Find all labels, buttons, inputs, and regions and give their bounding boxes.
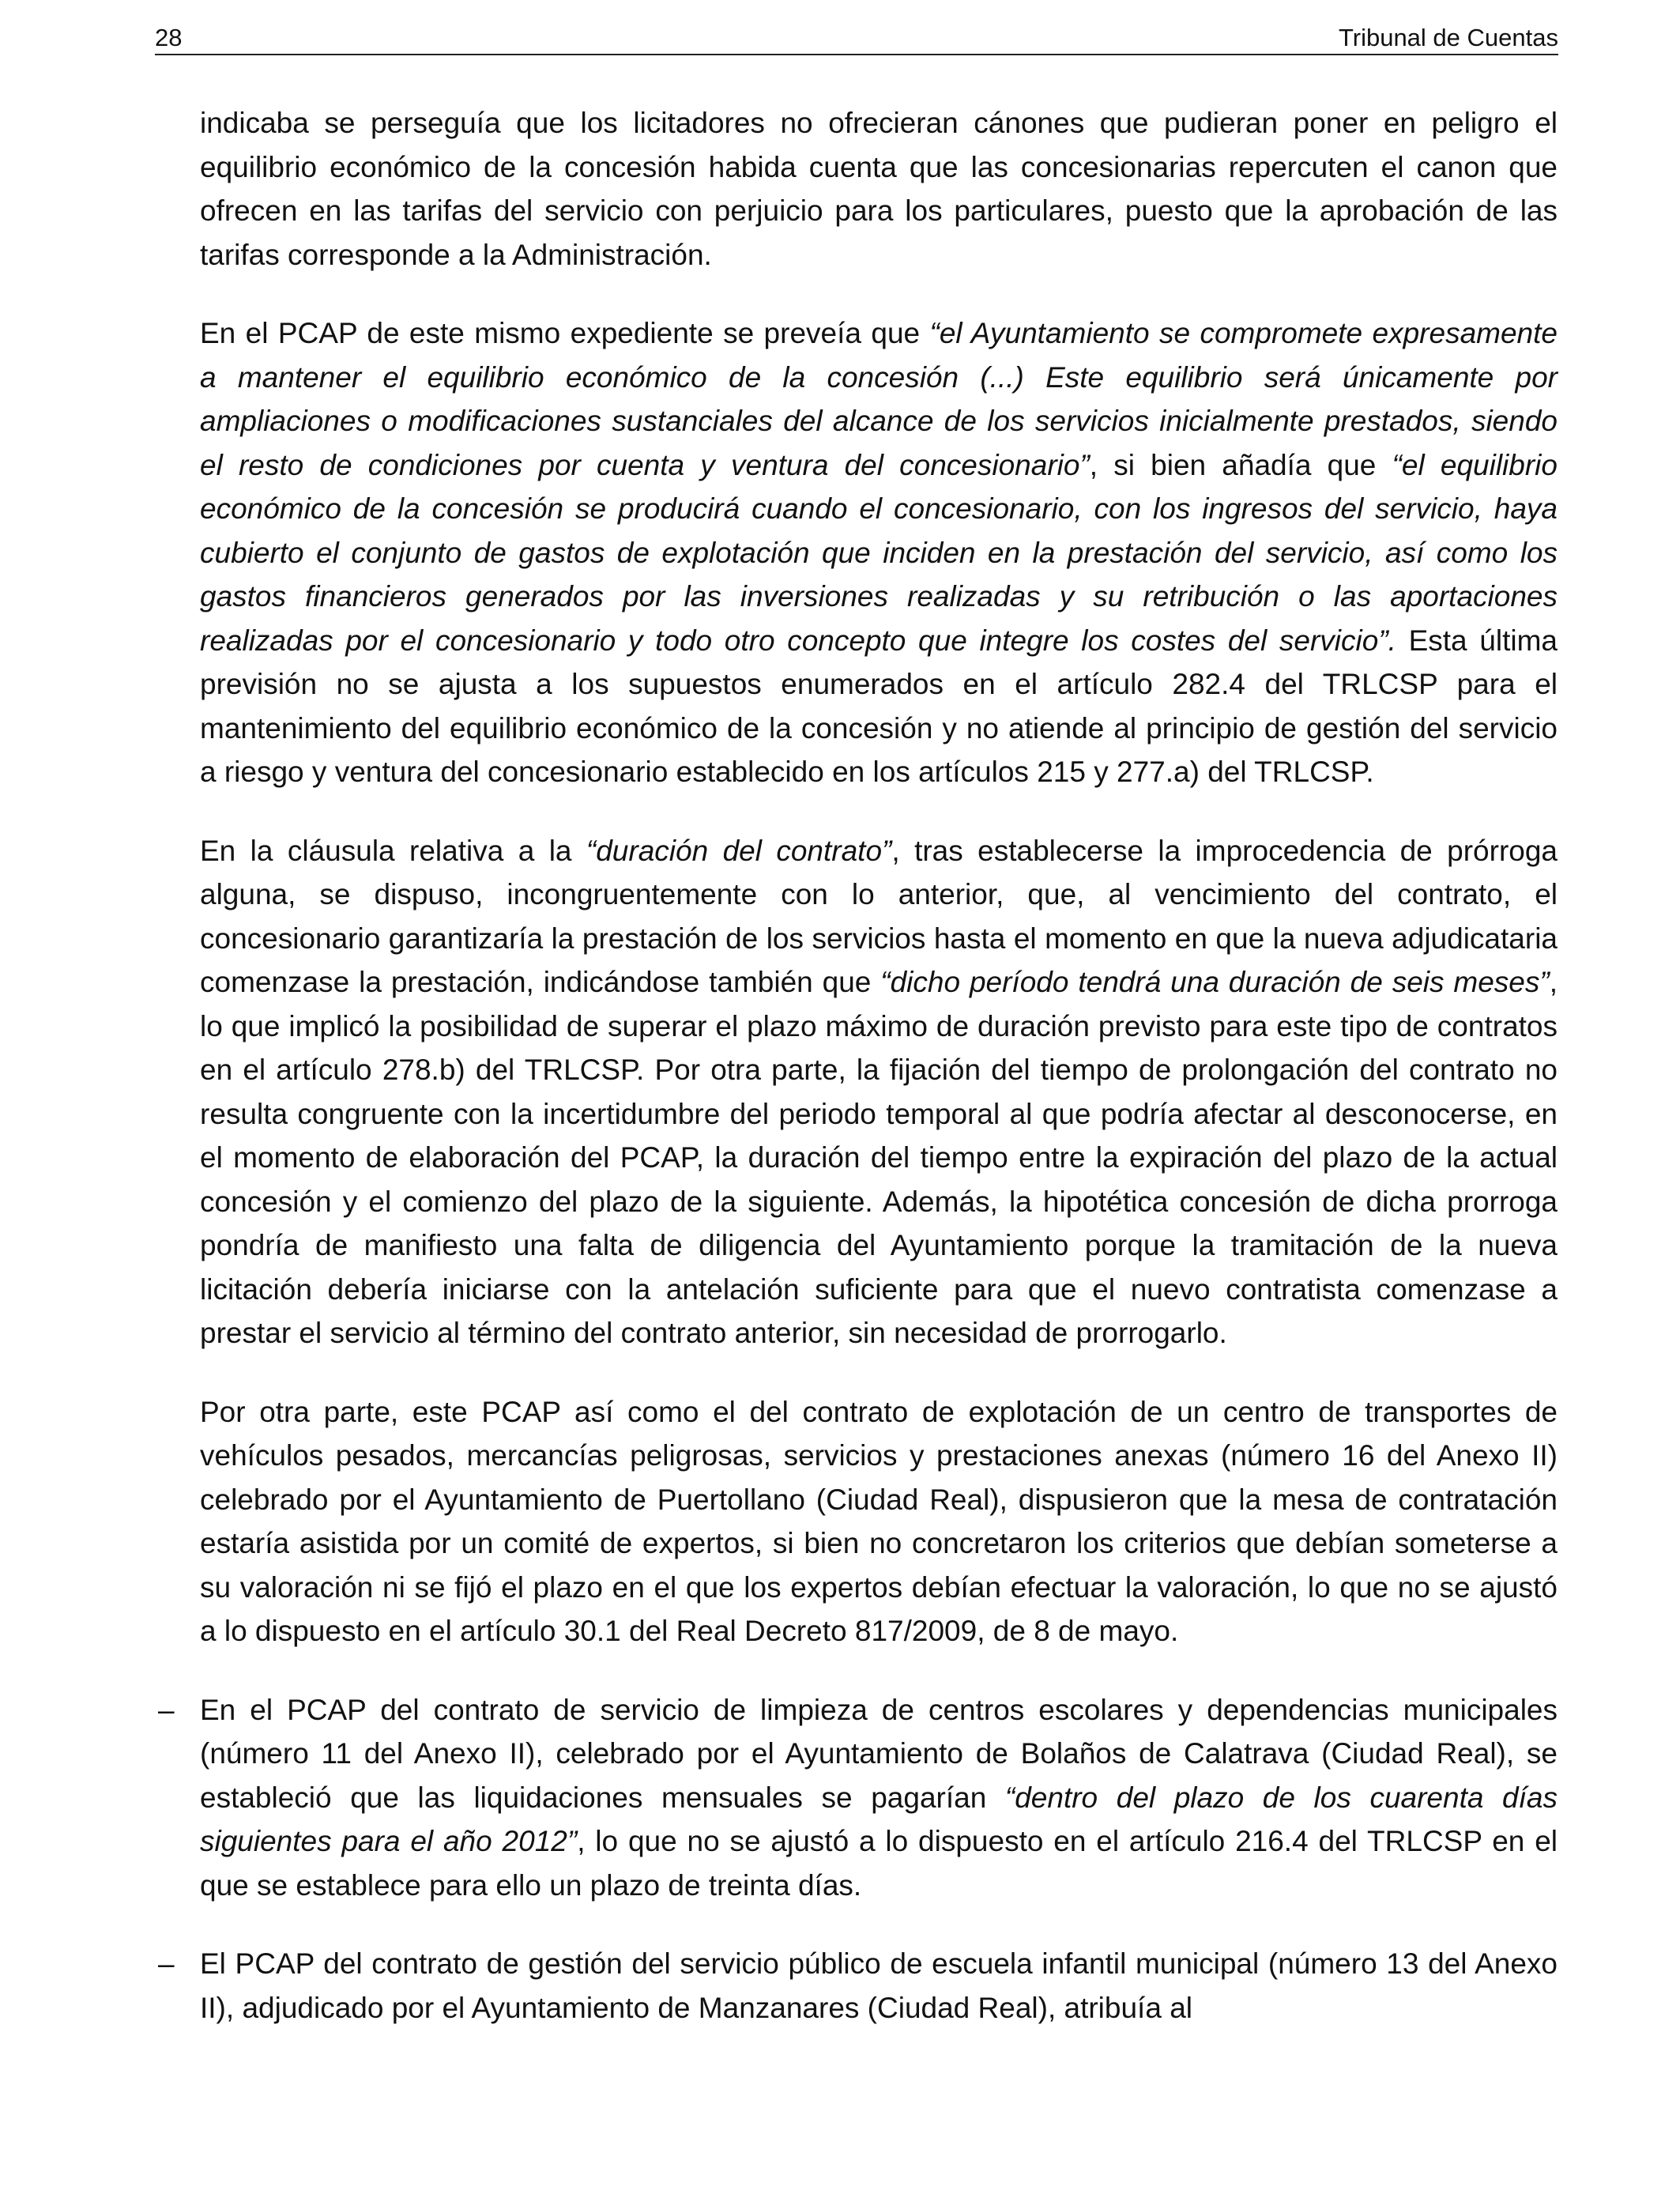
text-segment: , lo que no se ajustó a lo dispuesto en el artículo 216.4 del TRLCSP en el que se establece para ello un plazo de treinta días. bbox=[200, 1825, 1558, 1902]
text-segment: Esta última previsión no se ajusta a los supuestos enumerados en el artículo 282.4 del TRLCSP para el mantenimiento del equilibrio económico de la concesión y no atiende al principio de gestión del servicio a riesgo y ventura del concesionario establecido en los artículos 215 y 277.a) del TRLCSP. bbox=[200, 624, 1558, 788]
text-segment: , tras establecerse la improcedencia de prórroga alguna, se dispuso, incongruentemente con lo anterior, que, al vencimiento del contrato, el concesionario garantizaría la prestación de los servicios hasta el momento en que la nueva adjudicataria comenzase la prestación, indicándose también que bbox=[200, 834, 1558, 998]
page-header bbox=[155, 22, 1558, 55]
text-segment: En el PCAP del contrato de servicio de limpieza de centros escolares y dependencias municipales (número 11 del Anexo II), celebrado por el Ayuntamiento de Bolaños de Calatrava (Ciudad Real), se estableció que las liquidaciones mensuales se pagarían bbox=[200, 1693, 1558, 1814]
document-body bbox=[158, 101, 1558, 2064]
quoted-text: “duración del contrato” bbox=[586, 834, 892, 867]
quoted-text: “el equilibrio económico de la concesión se producirá cuando el concesionario, con los ingresos del servicio, haya cubierto el conjunto de gastos de explotación que inciden en la prestación del servicio, así como los gastos financieros generados por las inversiones realizadas y su retribución o las aportaciones realizadas por el concesionario y todo otro concepto que integre los costes del servicio”. bbox=[200, 448, 1558, 657]
quoted-text: “el Ayuntamiento se compromete expresamente a mantener el equilibrio económico de la concesión (...) Este equilibrio será únicamente por ampliaciones o modificaciones sustanciales del alcance de los servicios inicialmente prestados, siendo el resto de condiciones por cuenta y ventura del concesionario” bbox=[200, 317, 1558, 481]
bullet-item-escuela-infantil bbox=[158, 1942, 1558, 2030]
text-segment: Por otra parte, este PCAP así como el del contrato de explotación de un centro de transportes de vehículos pesados, mercancías peligrosas, servicios y prestaciones anexas (número 16 del Anexo II) celebrado por el Ayuntamiento de Puertollano (Ciudad Real), dispusieron que la mesa de contratación estaría asistida por un comité de expertos, si bien no concretaron los criterios que debían someterse a su valoración ni se fijó el plazo en el que los expertos debían efectuar la valoración, lo que no se ajustó a lo dispuesto en el artículo 30.1 del Real Decreto 817/2009, de 8 de mayo. bbox=[200, 1395, 1558, 1647]
header-title: Tribunal de Cuentas bbox=[1338, 24, 1558, 51]
paragraph-duracion bbox=[200, 829, 1558, 1355]
quoted-text: “dicho período tendrá una duración de seis meses” bbox=[880, 966, 1550, 998]
bullet-item-limpieza bbox=[158, 1688, 1558, 1908]
quoted-text: “dentro del plazo de los cuarenta días siguientes para el año 2012” bbox=[200, 1781, 1558, 1857]
page-number: 28 bbox=[155, 24, 183, 51]
text-segment: , lo que implicó la posibilidad de superar el plazo máximo de duración previsto para este tipo de contratos en el artículo 278.b) del TRLCSP. Por otra parte, la fijación del tiempo de prolongación del contrato no resulta congruente con la incertidumbre del periodo temporal al que podría afectar al desconocerse, en el momento de elaboración del PCAP, la duración del tiempo entre la expiración del plazo de la actual concesión y el comienzo del plazo de la siguiente. Además, la hipotética concesión de dicha prorroga pondría de manifiesto una falta de diligencia del Ayuntamiento porque la tramitación de la nueva licitación debería iniciarse con la antelación suficiente para que el nuevo contratista comenzase a prestar el servicio al término del contrato anterior, sin necesidad de prorrogarlo. bbox=[200, 966, 1558, 1349]
text-segment: , si bien añadía que bbox=[1089, 448, 1392, 481]
paragraph-canon bbox=[200, 101, 1558, 277]
bullet-dash: – bbox=[158, 1947, 175, 1980]
text-segment: En la cláusula relativa a la bbox=[200, 834, 586, 867]
text-segment: En el PCAP de este mismo expediente se preveía que bbox=[200, 317, 930, 349]
text-segment: El PCAP del contrato de gestión del servicio público de escuela infantil municipal (número 13 del Anexo II), adjudicado por el Ayuntamiento de Manzanares (Ciudad Real), atribuía al bbox=[200, 1947, 1558, 2024]
paragraph-equilibrio bbox=[200, 311, 1558, 794]
paragraph-comite-expertos bbox=[200, 1390, 1558, 1653]
text-segment: indicaba se perseguía que los licitadores no ofrecieran cánones que pudieran poner en peligro el equilibrio económico de la concesión habida cuenta que las concesionarias repercuten el canon que ofrecen en las tarifas del servicio con perjuicio para los particulares, puesto que la aprobación de las tarifas corresponde a la Administración. bbox=[200, 107, 1558, 271]
bullet-dash: – bbox=[158, 1693, 175, 1726]
